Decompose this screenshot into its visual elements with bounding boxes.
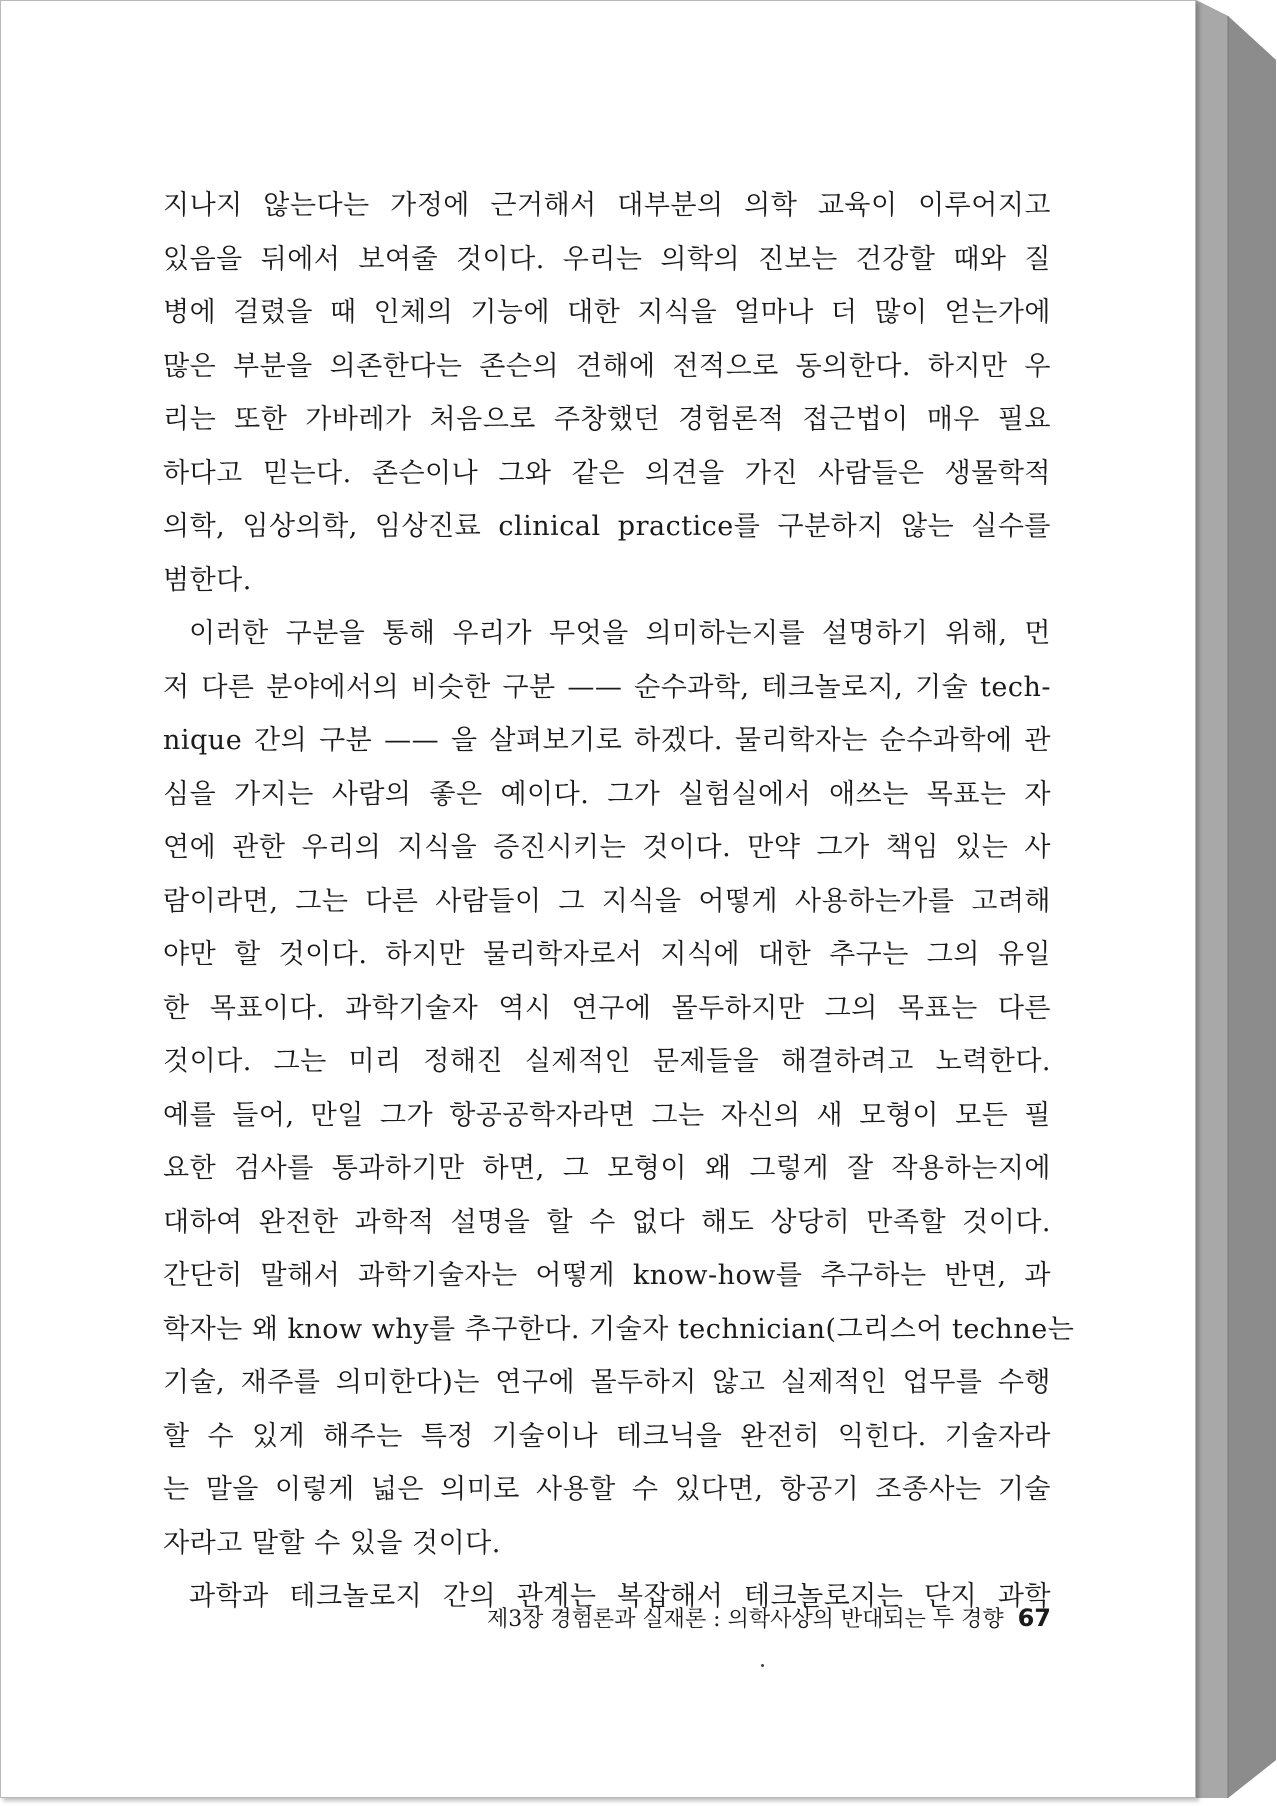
text-line: 할 수 있게 해주는 특정 기술이나 테크닉을 완전히 익힌다. 기술자라	[163, 1420, 1051, 1452]
text-line: 많은 부분을 의존한다는 존슨의 견해에 전적으로 동의한다. 하지만 우	[163, 350, 1051, 382]
page-stack-shading	[1188, 0, 1277, 1806]
text-line: 한 목표이다. 과학기술자 역시 연구에 몰두하지만 그의 목표는 다른	[163, 992, 1051, 1024]
text-line: nique 간의 구분 —— 을 살펴보기로 하겠다. 물리학자는 순수과학에 관	[163, 725, 1051, 756]
text-line: 것이다. 그는 미리 정해진 실제적인 문제들을 해결하려고 노력한다.	[163, 1046, 1051, 1077]
text-line: 는 말을 이렇게 넓은 의미로 사용할 수 있다면, 항공기 조종사는 기술	[163, 1474, 1051, 1505]
text-line: 과학과 테크놀로지 간의 관계는 복잡해서 테크놀로지는 단지 과학	[189, 1581, 1051, 1612]
book-page-stack	[1188, 0, 1277, 1806]
text-line: 리는 또한 가바레가 처음으로 주창했던 경험론적 접근법이 매우 필요	[163, 404, 1051, 435]
text-line: 저 다른 분야에서의 비슷한 구분 —— 순수과학, 테크놀로지, 기술 tech-	[163, 671, 1051, 703]
page-footer	[441, 1596, 1051, 1640]
text-line: 기술, 재주를 의미한다)는 연구에 몰두하지 않고 실제적인 업무를 수행	[163, 1367, 1051, 1398]
text-line: 지나지 않는다는 가정에 근거해서 대부분의 의학 교육이 이루어지고	[163, 190, 1051, 221]
text-line: 야만 할 것이다. 하지만 물리학자로서 지식에 대한 추구는 그의 유일	[163, 939, 1051, 970]
text-line: 범한다.	[163, 564, 252, 596]
running-head: 제3장 경험론과 실재론 : 의학사상의 반대되는 두 경향	[486, 1607, 1004, 1632]
text-line: 학자는 왜 know why를 추구한다. 기술자 technician(그리스어 techne는	[163, 1313, 1075, 1345]
text-line: 의학, 임상의학, 임상진료 clinical practice를 구분하지 않는 실수를	[163, 511, 1051, 542]
text-line: 대하여 완전한 과학적 설명을 할 수 없다 해도 상당히 만족할 것이다.	[163, 1206, 1051, 1238]
text-line: 있음을 뒤에서 보여줄 것이다. 우리는 의학의 진보는 건강할 때와 질	[163, 243, 1051, 275]
text-line: 예를 들어, 만일 그가 항공공학자라면 그는 자신의 새 모형이 모든 필	[163, 1099, 1051, 1131]
text-line: 간단히 말해서 과학기술자는 어떻게 know-how를 추구하는 반면, 과	[163, 1260, 1051, 1291]
text-line: 자라고 말할 수 있을 것이다.	[163, 1527, 501, 1559]
text-line: 람이라면, 그는 다른 사람들이 그 지식을 어떻게 사용하는가를 고려해	[163, 885, 1051, 917]
text-line: 이러한 구분을 통해 우리가 무엇을 의미하는지를 설명하기 위해, 먼	[189, 618, 1051, 649]
text-line: 병에 걸렸을 때 인체의 기능에 대한 지식을 얼마나 더 많이 얻는가에	[163, 297, 1051, 328]
text-line: 연에 관한 우리의 지식을 증진시키는 것이다. 만약 그가 책임 있는 사	[163, 832, 1051, 863]
page-number: 67	[1017, 1604, 1051, 1632]
text-line: 요한 검사를 통과하기만 하면, 그 모형이 왜 그렇게 잘 작용하는지에	[163, 1153, 1051, 1184]
text-line: 심을 가지는 사람의 좋은 예이다. 그가 실험실에서 애쓰는 목표는 자	[163, 778, 1051, 810]
print-speck	[761, 1664, 764, 1667]
text-line: 하다고 믿는다. 존슨이나 그와 같은 의견을 가진 사람들은 생물학적	[163, 457, 1051, 489]
body-text	[163, 179, 1075, 1624]
